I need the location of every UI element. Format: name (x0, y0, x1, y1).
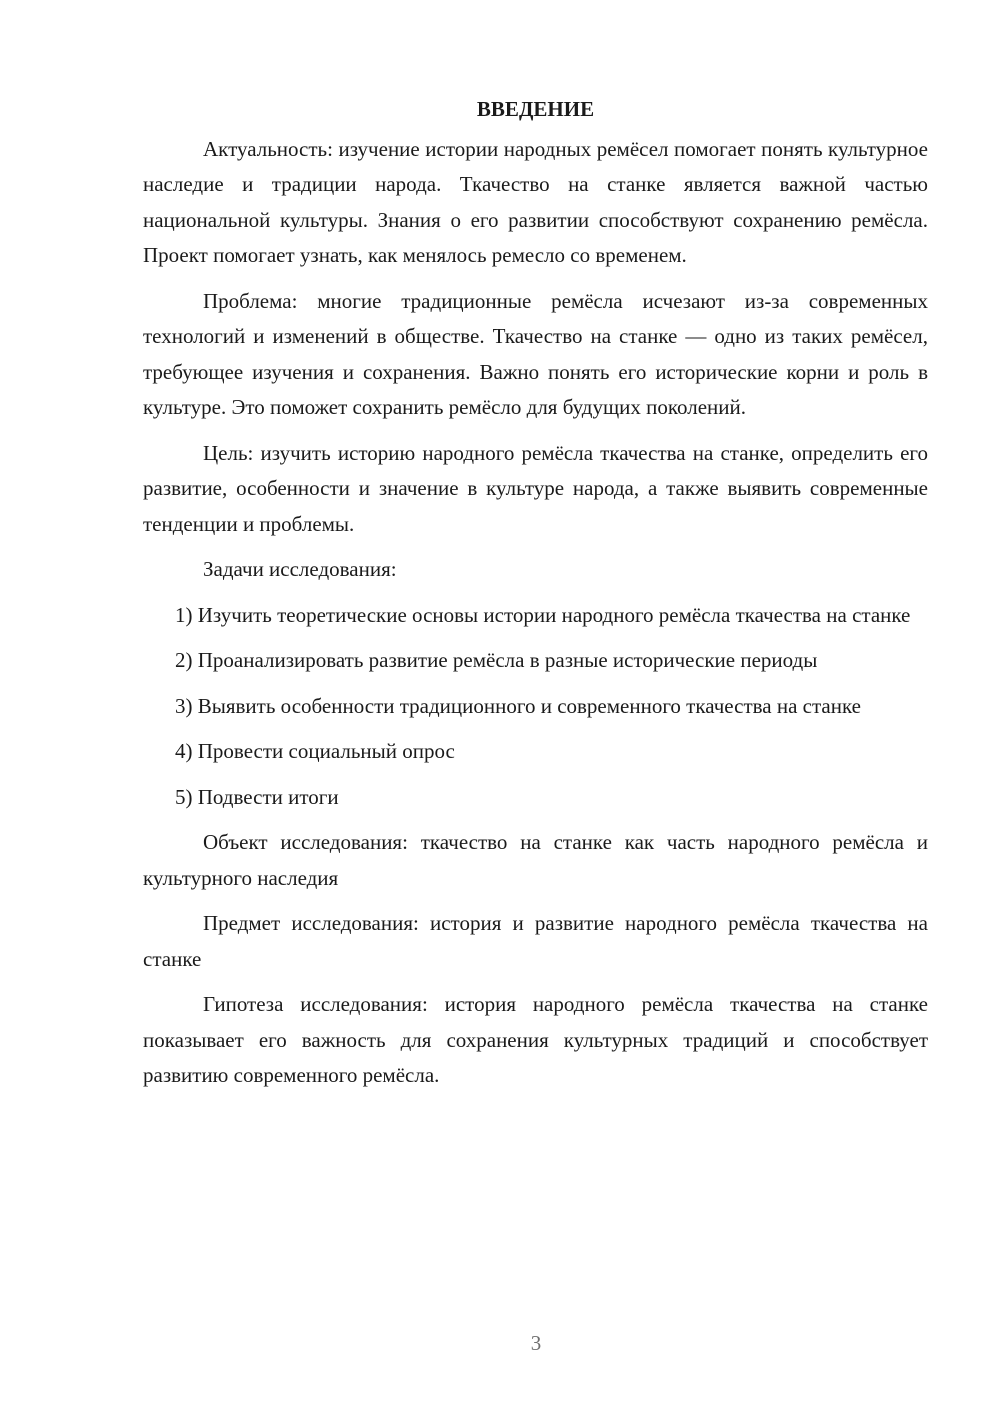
hypothesis-paragraph: Гипотеза исследования: история народного ремёсла ткачества на станке показывает его важность для сохранения культурных традиций и способствует развитию современного ремёсла. (143, 992, 928, 1087)
tasks-label: Задачи исследования: (203, 557, 397, 581)
relevance-paragraph: Актуальность: изучение истории народных ремёсел помогает понять культурное наследие и традиции народа. Ткачество на станке является важной частью национальной культуры. Знания о его развитии способствуют сохранению ремёсла. Проект помогает узнать, как менялось ремесло со временем. (143, 136, 928, 267)
page-number: 3 (530, 1331, 542, 1355)
document-page (143, 92, 928, 1104)
subject-paragraph: Предмет исследования: история и развитие народного ремёсла ткачества на станке (143, 911, 928, 971)
task-item-2: 2) Проанализировать развитие ремёсла в разные исторические периоды (175, 648, 818, 672)
problem-paragraph: Проблема: многие традиционные ремёсла исчезают из-за современных технологий и изменений в обществе. Ткачество на станке — одно из таких ремёсел, требующее изучения и сохранения. Важно понять его исторические корни и роль в культуре. Это поможет сохранить ремёсло для будущих поколений. (143, 288, 928, 419)
task-item-4: 4) Провести социальный опрос (175, 739, 455, 763)
section-heading: ВВЕДЕНИЕ (476, 97, 595, 121)
task-item-3: 3) Выявить особенности традиционного и современного ткачества на станке (175, 693, 861, 718)
task-item-5: 5) Подвести итоги (175, 784, 339, 809)
object-paragraph: Объект исследования: ткачество на станке как часть народного ремёсла и культурного наследия (143, 830, 928, 890)
goal-paragraph: Цель: изучить историю народного ремёсла ткачества на станке, определить его развитие, особенности и значение в культуре народа, а также выявить современные тенденции и проблемы. (143, 440, 928, 536)
task-item-1: 1) Изучить теоретические основы истории народного ремёсла ткачества на станке (175, 602, 911, 627)
